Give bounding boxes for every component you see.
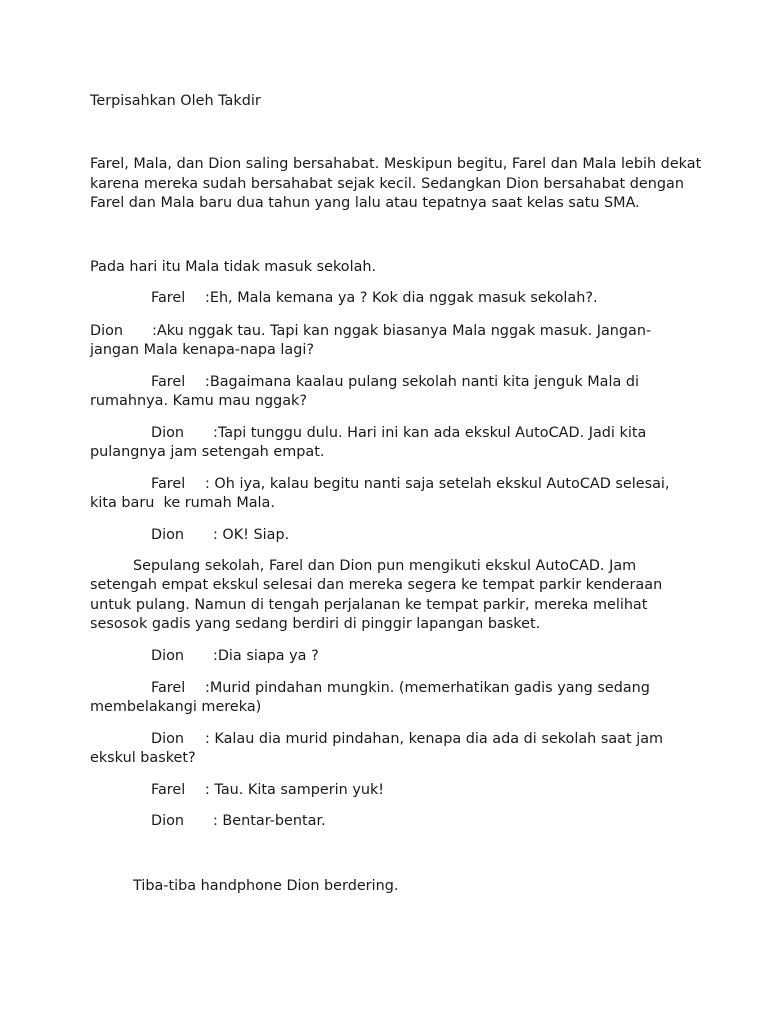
paragraph-3-line-2: setengah empat ekskul selesai dan mereka segera ke tempat parkir kenderaan	[90, 577, 663, 593]
dialogue-speaker: Dion	[151, 527, 185, 543]
dialogue-text: : OK! Siap.	[213, 527, 290, 543]
dialogue-text: :Eh, Mala kemana ya ? Kok dia nggak masuk sekolah?.	[205, 290, 598, 306]
intro-line-1: Farel, Mala, dan Dion saling bersahabat. Meskipun begitu, Farel dan Mala lebih dekat	[90, 156, 702, 172]
dialogue-speaker: Farel	[151, 476, 186, 492]
dialogue-text: : Bentar-bentar.	[213, 813, 326, 829]
dialogue-text: : Kalau dia murid pindahan, kenapa dia ada di sekolah saat jam	[205, 731, 664, 747]
dialogue-text: :Bagaimana kaalau pulang sekolah nanti kita jenguk Mala di	[205, 374, 639, 390]
dialogue-continuation: ekskul basket?	[90, 750, 196, 766]
dialogue-text: :Dia siapa ya ?	[213, 648, 319, 664]
dialogue-continuation: pulangnya jam setengah empat.	[90, 444, 325, 460]
dialogue-continuation: rumahnya. Kamu mau nggak?	[90, 393, 308, 409]
dialogue-speaker: Dion	[151, 648, 185, 664]
paragraph-4: Tiba-tiba handphone Dion berdering.	[133, 878, 399, 894]
document-title: Terpisahkan Oleh Takdir	[90, 93, 261, 109]
dialogue-speaker: Dion	[151, 425, 185, 441]
dialogue-continuation: kita baru ke rumah Mala.	[90, 495, 275, 511]
dialogue-continuation: membelakangi mereka)	[90, 699, 262, 715]
dialogue-speaker: Dion	[151, 731, 185, 747]
dialogue-speaker: Farel	[151, 782, 186, 798]
paragraph-3-line-1: Sepulang sekolah, Farel dan Dion pun mengikuti ekskul AutoCAD. Jam	[133, 558, 637, 574]
intro-line-2: karena mereka sudah bersahabat sejak kecil. Sedangkan Dion bersahabat dengan	[90, 176, 684, 192]
paragraph-3-line-3: untuk pulang. Namun di tengah perjalanan ke tempat parkir, mereka melihat	[90, 597, 648, 613]
dialogue-speaker: Farel	[151, 374, 186, 390]
dialogue-text: : Tau. Kita samperin yuk!	[205, 782, 385, 798]
dialogue-text: :Tapi tunggu dulu. Hari ini kan ada ekskul AutoCAD. Jadi kita	[213, 425, 647, 441]
intro-line-3: Farel dan Mala baru dua tahun yang lalu atau tepatnya saat kelas satu SMA.	[90, 195, 640, 211]
dialogue-speaker: Farel	[151, 290, 186, 306]
dialogue-text: :Murid pindahan mungkin. (memerhatikan gadis yang sedang	[205, 680, 650, 696]
paragraph-2: Pada hari itu Mala tidak masuk sekolah.	[90, 259, 377, 275]
dialogue-speaker: Dion	[90, 323, 124, 339]
dialogue-speaker: Dion	[151, 813, 185, 829]
paragraph-3-line-4: sesosok gadis yang sedang berdiri di pinggir lapangan basket.	[90, 616, 541, 632]
dialogue-continuation: jangan Mala kenapa-napa lagi?	[90, 342, 315, 358]
dialogue-text: :Aku nggak tau. Tapi kan nggak biasanya Mala nggak masuk. Jangan-	[152, 323, 652, 339]
dialogue-speaker: Farel	[151, 680, 186, 696]
dialogue-text: : Oh iya, kalau begitu nanti saja setelah ekskul AutoCAD selesai,	[205, 476, 670, 492]
